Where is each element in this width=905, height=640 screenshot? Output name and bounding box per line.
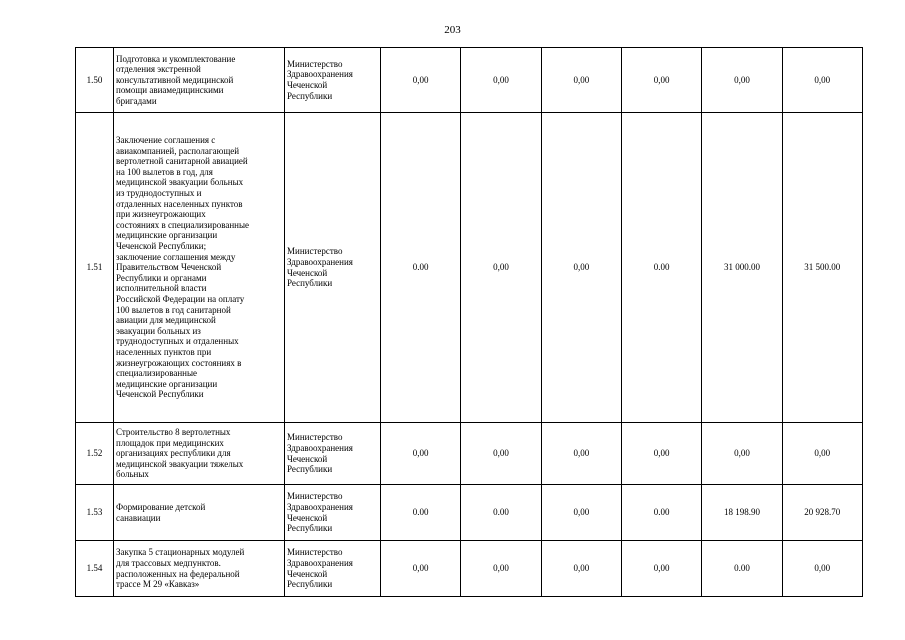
responsible-agency: Министерство Здравоохранения Чеченской Республики [285,113,381,423]
value-cell: 20 928.70 [782,485,862,541]
value-cell: 0,00 [621,541,701,597]
value-cell: 0,00 [381,423,461,485]
value-cell: 0.00 [621,485,701,541]
row-number: 1.54 [76,541,114,597]
table-row [76,541,863,597]
responsible-agency: Министерство Здравоохранения Чеченской Республики [285,48,381,113]
value-cell: 0,00 [621,48,701,113]
value-cell: 0,00 [381,541,461,597]
value-cell: 31 500.00 [782,113,862,423]
value-cell: 0.00 [381,485,461,541]
value-cell: 0,00 [541,113,621,423]
value-cell: 0,00 [782,423,862,485]
measure-name: Закупка 5 стационарных модулей для трассовых медпунктов. расположенных на федеральной трассе М 29 «Кавказ» [114,541,285,597]
program-table [75,47,863,597]
page-number: 203 [444,24,461,36]
value-cell: 0,00 [541,541,621,597]
value-cell: 0,00 [621,423,701,485]
value-cell: 0,00 [461,541,541,597]
value-cell: 0,00 [541,485,621,541]
table-row [76,485,863,541]
value-cell: 0,00 [541,423,621,485]
value-cell: 0,00 [381,48,461,113]
value-cell: 0,00 [702,423,782,485]
measure-name: Заключение соглашения с авиакомпанией, располагающей вертолетной санитарной авиацией на 100 вылетов в год, для медицинской эвакуации больных из труднодоступных и отдаленных населенных пунктов при жизнеугрожающих состояниях в специализированные медицинские организации Чеченской Республики; заключение соглашения между Правительством Чеченской Республики и органами исполнительной власти Российской Федерации на оплату 100 вылетов в год санитарной авиации для медицинской эвакуации больных из труднодоступных и отдаленных населенных пунктов при жизнеугрожающих состояниях в специализированные медицинские организации Чеченской Республики [114,113,285,423]
value-cell: 0.00 [621,113,701,423]
row-number: 1.50 [76,48,114,113]
measure-name: Подготовка и укомплектование отделения экстренной консультативной медицинской помощи авиамедицинскими бригадами [114,48,285,113]
responsible-agency: Министерство Здравоохранения Чеченской Республики [285,423,381,485]
value-cell: 18 198.90 [702,485,782,541]
row-number: 1.53 [76,485,114,541]
value-cell: 0,00 [541,48,621,113]
responsible-agency: Министерство Здравоохранения Чеченской Республики [285,541,381,597]
value-cell: 0,00 [702,48,782,113]
responsible-agency: Министерство Здравоохранения Чеченской Республики [285,485,381,541]
value-cell: 0.00 [702,541,782,597]
row-number: 1.52 [76,423,114,485]
row-number: 1.51 [76,113,114,423]
value-cell: 0.00 [461,485,541,541]
table-row [76,423,863,485]
value-cell: 0,00 [782,48,862,113]
value-cell: 0,00 [461,113,541,423]
table-row [76,113,863,423]
value-cell: 0,00 [461,48,541,113]
measure-name: Строительство 8 вертолетных площадок при медицинских организациях республики для медицинской эвакуации тяжелых больных [114,423,285,485]
value-cell: 0.00 [381,113,461,423]
value-cell: 0,00 [782,541,862,597]
measure-name: Формирование детской санавиации [114,485,285,541]
table-row [76,48,863,113]
value-cell: 0,00 [461,423,541,485]
value-cell: 31 000.00 [702,113,782,423]
